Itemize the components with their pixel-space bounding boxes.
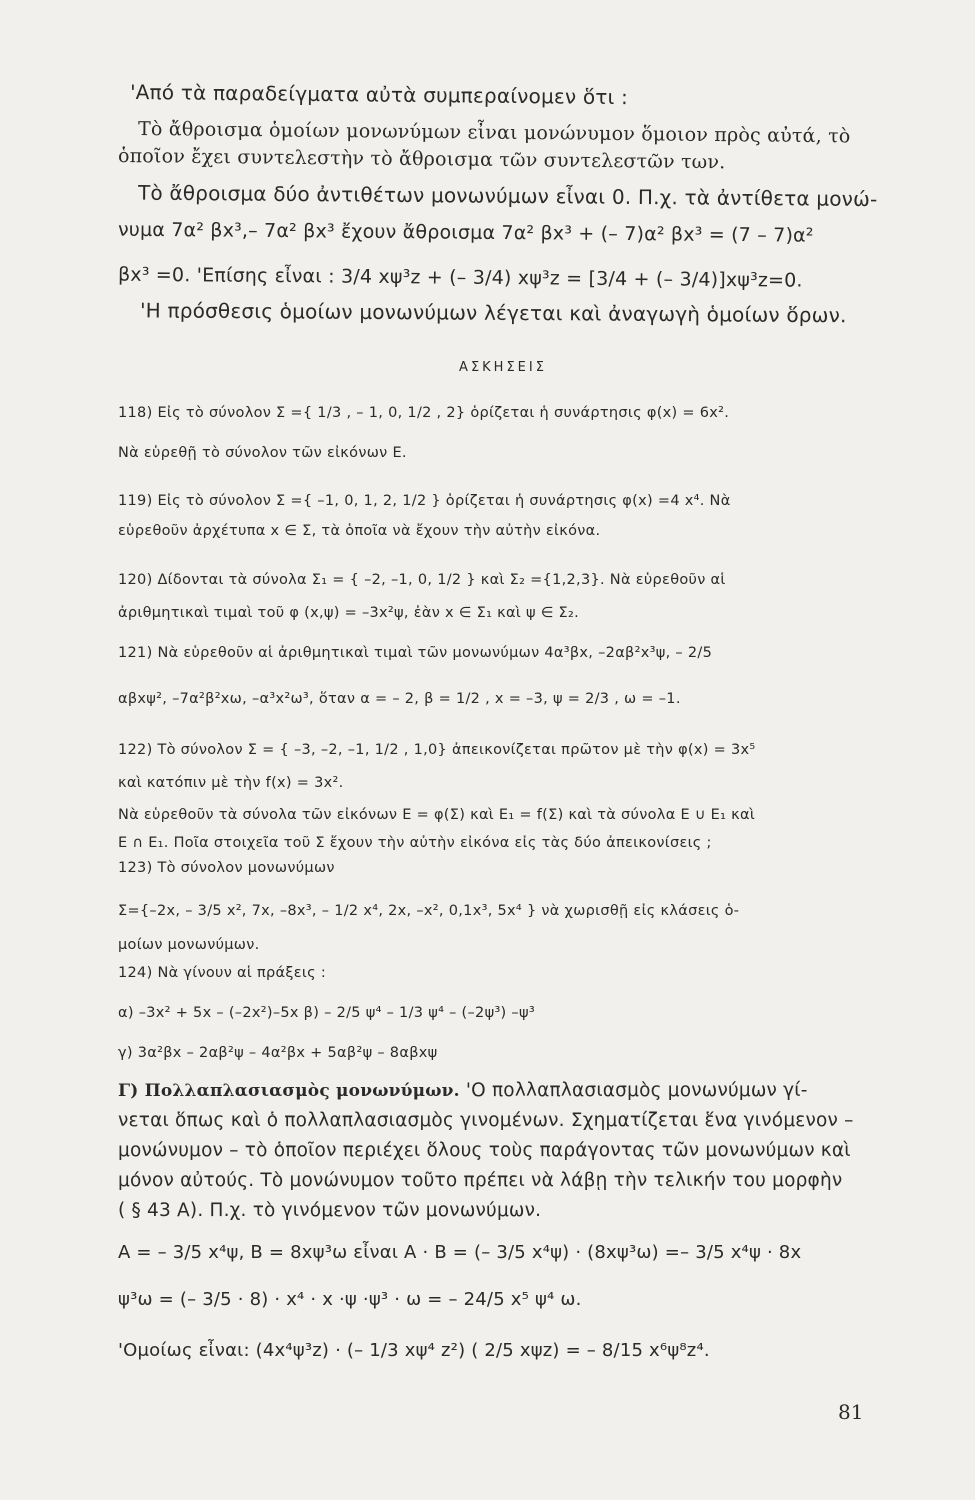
text-line: μόνον αὐτούς. Τὸ μονώνυμον τοῦτο πρέπει νὰ λάβῃ τὴν τελικήν του μορφὴν	[118, 1170, 843, 1191]
subsection-text: 'Ο πολλαπλασιασμὸς μονωνύμων γί-	[465, 1080, 808, 1101]
text-line: Νὰ εὑρεθῇ τὸ σύνολον τῶν εἰκόνων Ε.	[118, 445, 407, 461]
exercise-124: 124) Νὰ γίνουν αἱ πράξεις :	[118, 965, 327, 981]
text-line: καὶ κατόπιν μὲ τὴν f(x) = 3x².	[118, 775, 344, 791]
math-line: βx³ =0. 'Επίσης εἶναι : 3/4 xψ³z + (– 3/4) xψ³z = [3/4 + (– 3/4)]xψ³z=0.	[117, 263, 803, 292]
exercise-120: 120) Δίδονται τὰ σύνολα Σ₁ = { –2, –1, 0, 1/2 } καὶ Σ₂ ={1,2,3}. Νὰ εὑρεθοῦν αἱ	[118, 572, 726, 588]
text-line: ( § 43 Α). Π.χ. τὸ γινόμενον τῶν μονωνύμων.	[118, 1200, 542, 1221]
text-line: 'Η πρόσθεσις ὁμοίων μονωνύμων λέγεται καὶ ἀναγωγὴ ὁμοίων ὅρων.	[139, 298, 847, 328]
exercise-122: 122) Τὸ σύνολον Σ = { –3, –2, –1, 1/2 , 1,0} ἀπεικονίζεται πρῶτον μὲ τὴν φ(x) = 3x⁵	[118, 742, 756, 758]
text-line: αβxψ², –7α²β²xω, –α³x²ω³, ὅταν α = – 2, β = 1/2 , x = –3, ψ = 2/3 , ω = –1.	[118, 691, 681, 707]
text-line: Ε ∩ Ε₁. Ποῖα στοιχεῖα τοῦ Σ ἔχουν τὴν αὐτὴν εἰκόνα εἰς τὰς δύο ἀπεικονίσεις ;	[118, 835, 712, 851]
subsection-heading	[118, 1078, 888, 1104]
math-line: 'Ομοίως εἶναι: (4x⁴ψ³z) · (– 1/3 xψ⁴ z²) ( 2/5 xψz) = – 8/15 x⁶ψ⁸z⁴.	[118, 1340, 710, 1361]
page-number: 81	[838, 1400, 864, 1424]
text-line: Τὸ ἄθροισμα δύο ἀντιθέτων μονωνύμων εἶναι 0. Π.χ. τὰ ἀντίθετα μονώ-	[137, 180, 878, 212]
math-line: γ) 3α²βx – 2αβ²ψ – 4α²βx + 5αβ²ψ – 8αβxψ	[118, 1045, 438, 1061]
exercise-123: 123) Τὸ σύνολον μονωνύμων	[118, 860, 335, 876]
text-line: εὑρεθοῦν ἀρχέτυπα x ∈ Σ, τὰ ὁποῖα νὰ ἔχουν τὴν αὐτὴν εἰκόνα.	[118, 523, 601, 539]
text-line: ἀριθμητικαὶ τιμαὶ τοῦ φ (x,ψ) = –3x²ψ, ἐὰν x ∈ Σ₁ καὶ ψ ∈ Σ₂.	[118, 605, 580, 621]
subsection-title: Γ) Πολλαπλασιασμὸς μονωνύμων.	[118, 1081, 466, 1101]
math-line: Α = – 3/5 x⁴ψ, Β = 8xψ³ω εἶναι Α · Β = (– 3/5 x⁴ψ) · (8xψ³ω) =– 3/5 x⁴ψ · 8x	[118, 1242, 802, 1263]
text-line: νεται ὅπως καὶ ὁ πολλαπλασιασμὸς γινομένων. Σχηματίζεται ἕνα γινόμενον –	[118, 1110, 854, 1131]
math-line: α) –3x² + 5x – (–2x²)–5x β) – 2/5 ψ⁴ – 1/3 ψ⁴ – (–2ψ³) –ψ³	[118, 1005, 535, 1021]
text-line: μονώνυμον – τὸ ὁποῖον περιέχει ὅλους τοὺς παράγοντας τῶν μονωνύμων καὶ	[118, 1140, 851, 1161]
text-line: 'Από τὰ παραδείγματα αὐτὰ συμπεραίνομεν ὅτι :	[129, 79, 629, 110]
section-heading: ΑΣΚΗΣΕΙΣ	[459, 360, 547, 375]
math-line: Σ={–2x, – 3/5 x², 7x, –8x³, – 1/2 x⁴, 2x, –x², 0,1x³, 5x⁴ } νὰ χωρισθῇ εἰς κλάσεις ὁ-	[118, 903, 740, 919]
math-line: νυμα 7α² βx³,– 7α² βx³ ἔχουν ἄθροισμα 7α² βx³ + (– 7)α² βx³ = (7 – 7)α²	[117, 218, 814, 247]
text-line: μοίων μονωνύμων.	[118, 937, 260, 953]
exercise-118: 118) Εἰς τὸ σύνολον Σ ={ 1/3 , – 1, 0, 1/2 , 2} ὁρίζεται ἡ συνάρτησις φ(x) = 6x².	[118, 405, 730, 421]
exercise-119: 119) Εἰς τὸ σύνολον Σ ={ –1, 0, 1, 2, 1/2 } ὁρίζεται ἡ συνάρτησις φ(x) =4 x⁴. Νὰ	[118, 493, 731, 509]
rule-statement: ὁποῖον ἔχει συντελεστὴν τὸ ἄθροισμα τῶν συντελεστῶν των.	[117, 144, 726, 174]
text-line: Νὰ εὑρεθοῦν τὰ σύνολα τῶν εἰκόνων Ε = φ(Σ) καὶ Ε₁ = f(Σ) καὶ τὰ σύνολα Ε ∪ Ε₁ καὶ	[118, 807, 756, 823]
exercise-121: 121) Νὰ εὑρεθοῦν αἱ ἀριθμητικαὶ τιμαὶ τῶν μονωνύμων 4α³βx, –2αβ²x³ψ, – 2/5	[118, 645, 713, 661]
rule-statement: Τὸ ἄθροισμα ὁμοίων μονωνύμων εἶναι μονώνυμον ὅμοιον πρὸς αὐτά, τὸ	[137, 117, 851, 148]
math-line: ψ³ω = (– 3/5 · 8) · x⁴ · x ·ψ ·ψ³ · ω = – 24/5 x⁵ ψ⁴ ω.	[118, 1289, 582, 1310]
